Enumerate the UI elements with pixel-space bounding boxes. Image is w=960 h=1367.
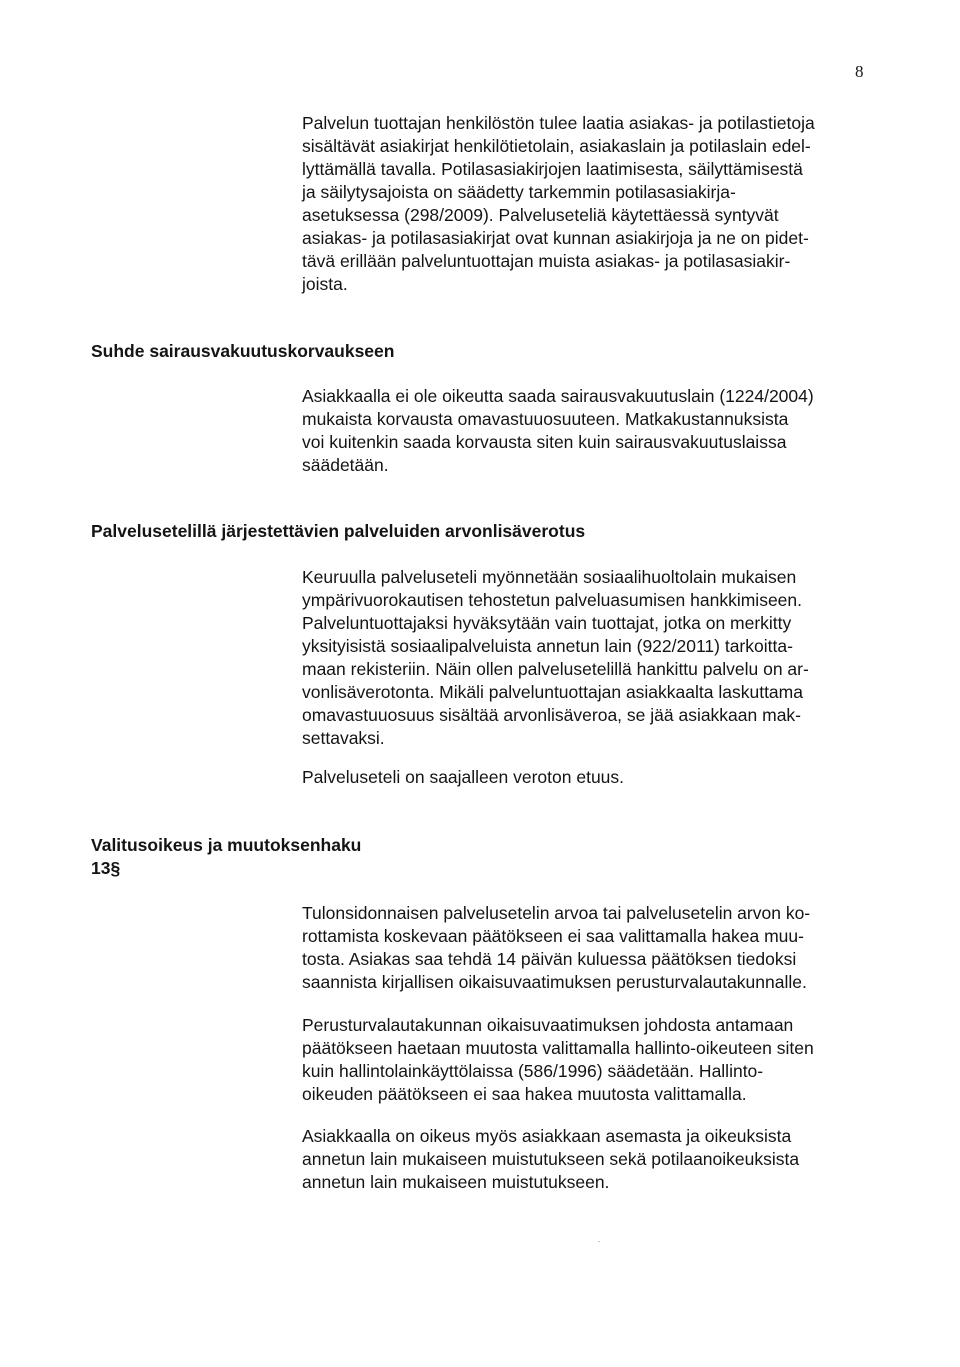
text-line: ympärivuorokautisen tehostetun palveluasumisen hankkimiseen. [302, 590, 802, 610]
text-line: mukaista korvausta omavastuuosuuteen. Matkakustannuksista [302, 409, 789, 429]
text-line: omavastuuosuus sisältää arvonlisäveroa, se jää asiakkaan mak- [302, 705, 802, 725]
text-line: ja säilytysajoista on säädetty tarkemmin potilasasiakirja- [302, 182, 736, 202]
text-line: Perusturvalautakunnan oikaisuvaatimuksen johdosta antamaan [302, 1015, 794, 1035]
text-line: lyttämällä tavalla. Potilasasiakirjojen laatimisesta, säilyttämisestä [302, 159, 803, 179]
text-line: yksityisistä sosiaalipalveluista annetun lain (922/2011) tarkoitta- [302, 636, 793, 656]
section-number: 13§ [91, 858, 121, 878]
text-line: Palvelun tuottajan henkilöstön tulee laatia asiakas- ja potilastietoja [302, 113, 815, 133]
text-line: vonlisäverotonta. Mikäli palveluntuottajan asiakkaalta laskuttama [302, 682, 803, 702]
text-line: Palveluntuottajaksi hyväksytään vain tuottajat, jotka on merkitty [302, 613, 792, 633]
text-line: annetun lain mukaiseen muistutukseen sekä potilaanoikeuksista [302, 1149, 800, 1169]
text-line: Keuruulla palveluseteli myönnetään sosiaalihuoltolain mukaisen [302, 567, 797, 587]
text-line: sisältävät asiakirjat henkilötietolain, asiakaslain ja potilaslain edel- [302, 136, 811, 156]
text-line: rottamista koskevaan päätökseen ei saa valittamalla hakea muu- [302, 926, 804, 946]
scan-speck [598, 1241, 600, 1242]
vat-paragraph-1 [302, 566, 877, 750]
text-line: settavaksi. [302, 728, 385, 748]
appeal-paragraph-1 [302, 902, 877, 994]
section-heading-sickness-insurance: Suhde sairausvakuutuskorvaukseen [91, 341, 395, 361]
appeal-paragraph-3 [302, 1125, 877, 1194]
text-line: voi kuitenkin saada korvausta siten kuin sairausvakuutuslaissa [302, 432, 787, 452]
text-line: oikeuden päätökseen ei saa hakea muutosta valittamalla. [302, 1084, 747, 1104]
text-line: joista. [302, 274, 348, 294]
text-line: tosta. Asiakas saa tehdä 14 päivän kuluessa päätöksen tiedoksi [302, 949, 797, 969]
section-heading-appeal: Valitusoikeus ja muutoksenhaku [91, 835, 362, 855]
text-line: päätökseen haetaan muutosta valittamalla hallinto-oikeuteen siten [302, 1038, 814, 1058]
text-line: kuin hallintolainkäyttölaissa (586/1996) säädetään. Hallinto- [302, 1061, 764, 1081]
text-line: tävä erillään palveluntuottajan muista asiakas- ja potilasasiakir- [302, 251, 791, 271]
section-heading-vat: Palvelusetelillä järjestettävien palveluiden arvonlisäverotus [91, 521, 586, 541]
page-number: 8 [855, 62, 864, 81]
sickness-insurance-paragraph [302, 385, 877, 477]
appeal-paragraph-2 [302, 1014, 877, 1106]
text-line: maan rekisteriin. Näin ollen palvelusetelillä hankittu palvelu on ar- [302, 659, 809, 679]
text-line: annetun lain mukaiseen muistutukseen. [302, 1172, 610, 1192]
text-line: Asiakkaalla on oikeus myös asiakkaan asemasta ja oikeuksista [302, 1126, 792, 1146]
text-line: Tulonsidonnaisen palvelusetelin arvoa tai palvelusetelin arvon ko- [302, 903, 811, 923]
text-line: Palveluseteli on saajalleen veroton etuus. [302, 767, 625, 787]
text-line: saannista kirjallisen oikaisuvaatimuksen perusturvalautakunnalle. [302, 972, 807, 992]
text-line: asetuksessa (298/2009). Palveluseteliä käytettäessä syntyvät [302, 205, 779, 225]
text-line: säädetään. [302, 455, 389, 475]
text-line: Asiakkaalla ei ole oikeutta saada sairausvakuutuslain (1224/2004) [302, 386, 814, 406]
intro-paragraph [302, 112, 877, 296]
text-line: asiakas- ja potilasasiakirjat ovat kunnan asiakirjoja ja ne on pidet- [302, 228, 809, 248]
vat-paragraph-2 [302, 766, 877, 789]
